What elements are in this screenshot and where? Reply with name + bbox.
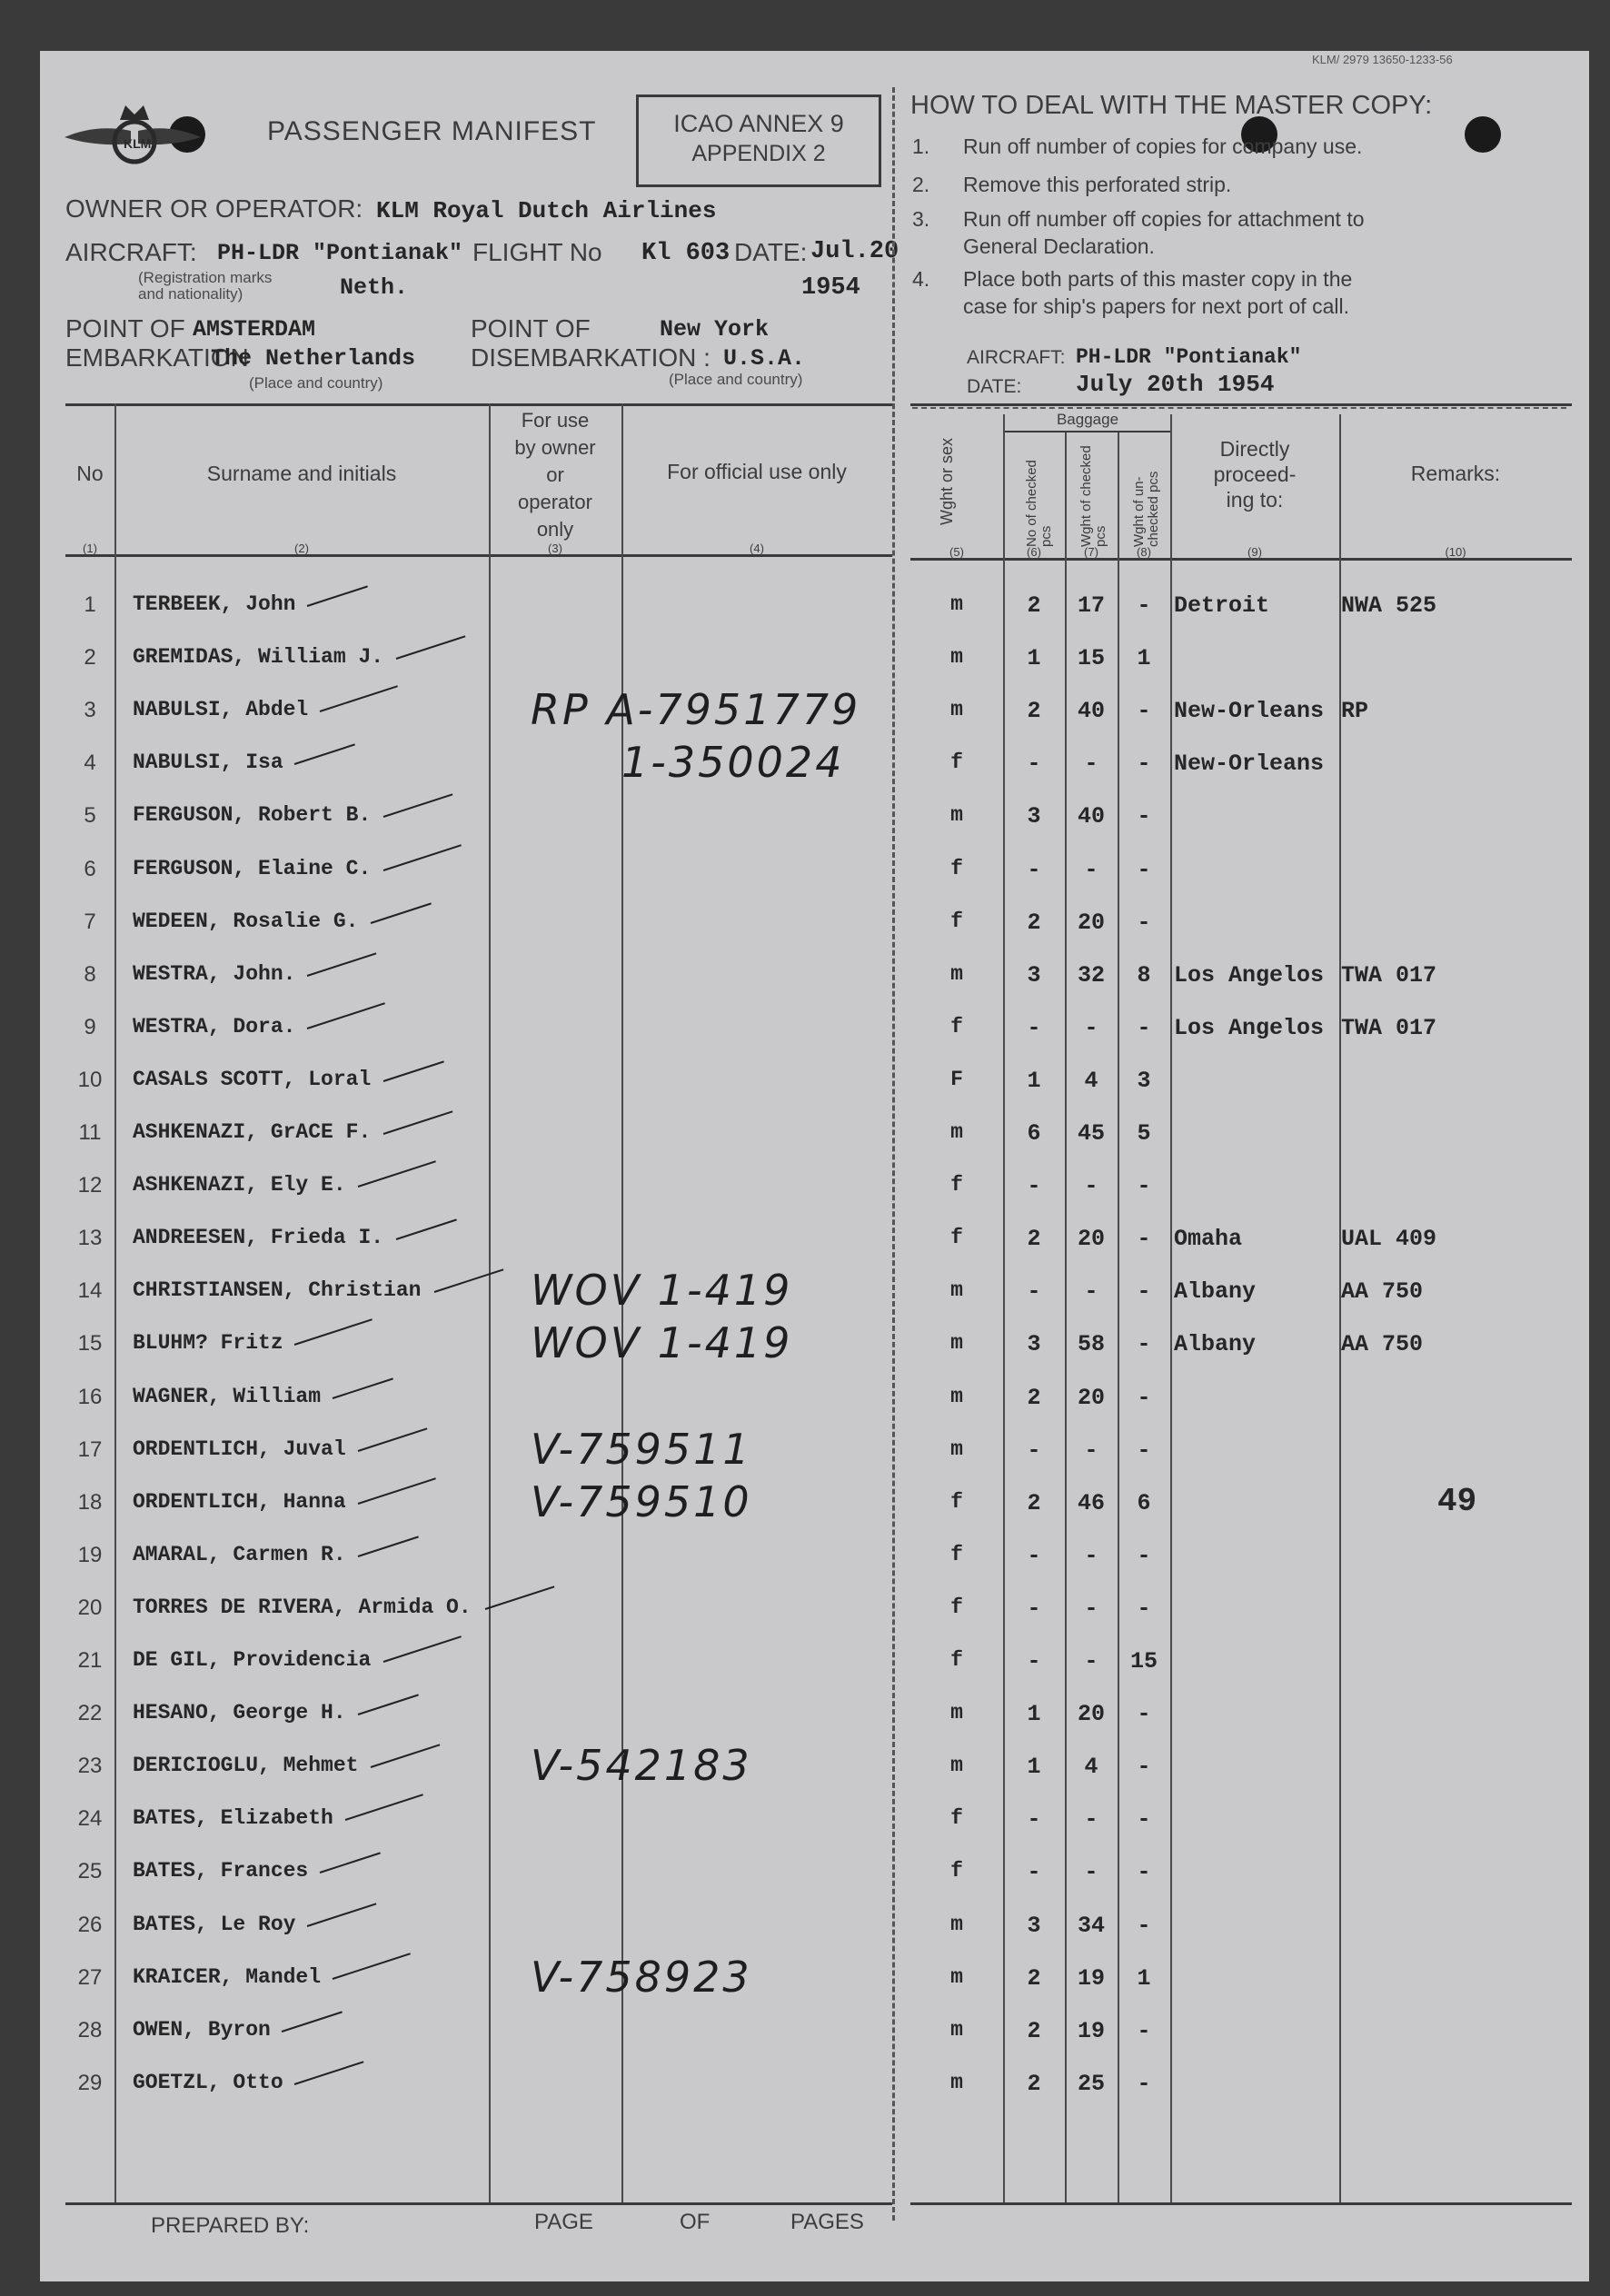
checked-pieces: - (1027, 1543, 1041, 1569)
passenger-name: FERGUSON, Robert B. (133, 803, 372, 827)
checked-weight: 4 (1084, 1068, 1098, 1094)
checked-pieces: - (1027, 1648, 1041, 1675)
col-owner-use-line: operator (518, 491, 592, 513)
destination: Albany (1174, 1278, 1257, 1305)
disembark-country: U.S.A. (723, 345, 806, 372)
passenger-sex: m (950, 2018, 963, 2042)
checked-pieces: 1 (1027, 1754, 1041, 1780)
checked-weight: 4 (1084, 1754, 1098, 1780)
page-label: PAGE (534, 2210, 593, 2234)
row-number: 5 (84, 803, 96, 828)
checked-weight: 17 (1077, 592, 1105, 619)
checked-weight: 20 (1077, 1226, 1105, 1252)
row-number: 27 (77, 1965, 103, 1990)
passenger-sex: m (950, 803, 963, 827)
passenger-sex: F (950, 1068, 963, 1091)
instruction-text: Remove this perforated strip. (963, 173, 1232, 196)
passenger-name: BATES, Le Roy (133, 1913, 296, 1936)
instruction-text: Run off number off copies for attachment to (963, 207, 1365, 231)
col-direct (1170, 436, 1339, 512)
handwritten-visa-number: V-542183 (531, 1741, 752, 1790)
row-number: 11 (78, 1120, 102, 1145)
destination: Los Angelos (1174, 962, 1325, 989)
checked-pieces: 2 (1027, 1385, 1041, 1411)
instruction-text: General Declaration. (963, 234, 1155, 258)
checked-pieces: 2 (1027, 2071, 1041, 2097)
destination: Omaha (1174, 1226, 1243, 1252)
passenger-sex: f (950, 1806, 963, 1830)
instruction-text: Run off number of copies for company use. (963, 134, 1363, 158)
handwritten-visa-number: 1-350024 (621, 738, 845, 787)
passenger-name: DE GIL, Providencia (133, 1648, 372, 1672)
unchecked-weight: - (1137, 803, 1151, 830)
remark: RP (1341, 698, 1369, 724)
aircraft-value: PH-LDR "Pontianak" (217, 240, 463, 266)
row-number: 17 (77, 1437, 103, 1462)
col-owner-use (489, 407, 621, 543)
manifest-title: PASSENGER MANIFEST (267, 116, 597, 146)
passenger-sex: f (950, 1226, 963, 1249)
passenger-name: WEDEEN, Rosalie G. (133, 909, 359, 933)
embark-city: AMSTERDAM (193, 316, 316, 343)
place-note: (Place and country) (669, 371, 803, 388)
passenger-name: WESTRA, Dora. (133, 1015, 296, 1039)
checked-weight: 25 (1077, 2071, 1105, 2097)
passenger-sex: m (950, 1278, 963, 1302)
unchecked-weight: - (1137, 857, 1151, 883)
checked-pieces: - (1027, 857, 1041, 883)
checked-weight: - (1084, 1543, 1098, 1569)
handwritten-visa-number: WOV 1-419 (531, 1266, 793, 1315)
pages-label: PAGES (790, 2210, 864, 2234)
aircraft-label: AIRCRAFT: (65, 238, 197, 266)
passenger-sex: m (950, 592, 963, 616)
remark: TWA 017 (1341, 962, 1437, 989)
row-number: 23 (77, 1754, 103, 1778)
punch-hole (1465, 116, 1501, 153)
unchecked-weight: - (1137, 1806, 1151, 1833)
of-label: OF (680, 2210, 711, 2234)
nationality-value: Neth. (340, 274, 409, 301)
col-num: (7) (1084, 545, 1098, 559)
checked-weight: 20 (1077, 909, 1105, 936)
destination: New-Orleans (1174, 750, 1325, 777)
row-number: 10 (77, 1068, 103, 1092)
row-number: 6 (84, 857, 96, 881)
destination: Detroit (1174, 592, 1270, 619)
checked-weight: 34 (1077, 1913, 1105, 1939)
checked-weight: 15 (1077, 645, 1105, 671)
col-owner-use-line: by owner (514, 436, 596, 459)
row-number: 15 (77, 1331, 103, 1356)
unchecked-weight: 5 (1137, 1120, 1151, 1147)
row-number: 7 (84, 909, 96, 934)
col-num: (1) (83, 542, 97, 555)
col-direct-line: ing to: (1226, 488, 1284, 512)
remark: NWA 525 (1341, 592, 1437, 619)
checked-weight: 19 (1077, 1965, 1105, 1992)
instructions-title: HOW TO DEAL WITH THE MASTER COPY: (910, 91, 1433, 120)
handwritten-visa-number: V-758923 (531, 1953, 752, 2002)
checked-weight: 20 (1077, 1385, 1105, 1411)
unchecked-weight: 6 (1137, 1490, 1151, 1516)
prepared-by: PREPARED BY: (151, 2213, 310, 2238)
icao-box (636, 94, 881, 187)
passenger-sex: m (950, 2071, 963, 2094)
checked-weight: 58 (1077, 1331, 1105, 1357)
passenger-sex: m (950, 1437, 963, 1461)
instruction-number: 4. (912, 267, 930, 291)
row-number: 1 (84, 592, 96, 617)
instruction-text: Place both parts of this master copy in the (963, 267, 1353, 291)
destination: Albany (1174, 1331, 1257, 1357)
checked-pieces: - (1027, 1173, 1041, 1199)
unchecked-weight: - (1137, 909, 1151, 936)
passenger-name: NABULSI, Abdel (133, 698, 309, 721)
unchecked-weight: - (1137, 1595, 1151, 1622)
checked-pieces: 3 (1027, 1913, 1041, 1939)
col-checked-no: No of checked pcs (1024, 460, 1054, 547)
perforation-line (892, 87, 895, 442)
passenger-name: CASALS SCOTT, Loral (133, 1068, 372, 1091)
row-number: 12 (77, 1173, 103, 1198)
col-owner-use-line: For use (521, 409, 590, 432)
passenger-name: BLUHM? Fritz (133, 1331, 283, 1355)
passenger-name: FERGUSON, Elaine C. (133, 857, 372, 880)
passenger-name: NABULSI, Isa (133, 750, 283, 774)
checked-pieces: 6 (1027, 1120, 1041, 1147)
unchecked-weight: - (1137, 1385, 1151, 1411)
remark: TWA 017 (1341, 1015, 1437, 1041)
registration-note: and nationality) (138, 285, 243, 303)
col-divider (489, 403, 491, 2202)
checked-weight: - (1084, 1278, 1098, 1305)
passenger-sex: m (950, 1965, 963, 1989)
checked-pieces: 2 (1027, 909, 1041, 936)
passenger-name: BATES, Frances (133, 1859, 309, 1883)
col-divider (114, 403, 116, 2202)
passenger-name: CHRISTIANSEN, Christian (133, 1278, 422, 1302)
instr-date-label: DATE: (967, 376, 1022, 397)
row-number: 2 (84, 645, 96, 670)
checked-weight: 19 (1077, 2018, 1105, 2044)
checked-pieces: 1 (1027, 1701, 1041, 1727)
unchecked-weight: - (1137, 1543, 1151, 1569)
checked-weight: - (1084, 857, 1098, 883)
checked-pieces: 2 (1027, 1965, 1041, 1992)
passenger-name: OWEN, Byron (133, 2018, 271, 2042)
year-value: 1954 (801, 274, 860, 302)
passenger-name: ASHKENAZI, Ely E. (133, 1173, 346, 1197)
checked-pieces: 3 (1027, 803, 1041, 830)
row-number: 16 (77, 1385, 103, 1409)
passenger-name: TERBEEK, John (133, 592, 296, 616)
handwritten-visa-number: WOV 1-419 (531, 1318, 793, 1367)
flight-value: Kl 603 (641, 240, 730, 267)
row-number: 20 (77, 1595, 103, 1620)
col-num: (8) (1137, 545, 1151, 559)
passenger-sex: f (950, 1173, 963, 1197)
remark: AA 750 (1341, 1278, 1424, 1305)
checked-pieces: 2 (1027, 698, 1041, 724)
passenger-sex: f (950, 909, 963, 933)
checked-pieces: - (1027, 1806, 1041, 1833)
unchecked-weight: - (1137, 2071, 1151, 2097)
unchecked-weight: - (1137, 1278, 1151, 1305)
passenger-sex: f (950, 1015, 963, 1039)
perforation-line (892, 403, 895, 2221)
passenger-sex: m (950, 962, 963, 986)
unchecked-weight: - (1137, 1437, 1151, 1464)
passenger-sex: m (950, 1754, 963, 1777)
unchecked-weight: 8 (1137, 962, 1151, 989)
row-number: 3 (84, 698, 96, 722)
checked-pieces: - (1027, 1015, 1041, 1041)
row-number: 29 (77, 2071, 103, 2095)
manifest-sheet (40, 51, 1589, 2281)
disembark-label: POINT OF (471, 314, 591, 343)
passenger-sex: m (950, 1701, 963, 1724)
unchecked-weight: - (1137, 1701, 1151, 1727)
col-surname: Surname and initials (206, 462, 397, 485)
disembark-label: DISEMBARKATION : (471, 343, 711, 372)
passenger-name: DERICIOGLU, Mehmet (133, 1754, 359, 1777)
date-label: DATE: (734, 238, 808, 266)
checked-weight: - (1084, 750, 1098, 777)
passenger-name: WESTRA, John. (133, 962, 296, 986)
passenger-name: AMARAL, Carmen R. (133, 1543, 346, 1566)
owner-label: OWNER OR OPERATOR: (65, 194, 363, 223)
col-num: (2) (294, 542, 309, 555)
checked-pieces: - (1027, 1278, 1041, 1305)
passenger-sex: f (950, 1648, 963, 1672)
passenger-sex: f (950, 1595, 963, 1619)
unchecked-weight: - (1137, 698, 1151, 724)
unchecked-weight: - (1137, 1913, 1151, 1939)
col-direct-line: Directly (1219, 437, 1290, 461)
instr-date-value: July 20th 1954 (1076, 371, 1275, 398)
instr-aircraft-label: AIRCRAFT: (967, 347, 1066, 368)
passenger-sex: f (950, 1543, 963, 1566)
checked-pieces: 2 (1027, 2018, 1041, 2044)
checked-pieces: 3 (1027, 1331, 1041, 1357)
checked-pieces: - (1027, 750, 1041, 777)
form-code: KLM/ 2979 13650-1233-56 (1312, 53, 1453, 66)
instruction-number: 3. (912, 207, 930, 231)
unchecked-weight: - (1137, 592, 1151, 619)
col-checked-wght: Wght of checked pcs (1078, 445, 1108, 547)
table-top-rule (65, 403, 892, 406)
unchecked-weight: - (1137, 1226, 1151, 1252)
passenger-sex: m (950, 1913, 963, 1936)
checked-weight: 32 (1077, 962, 1105, 989)
passenger-name: HESANO, George H. (133, 1701, 346, 1724)
instruction-number: 2. (912, 173, 930, 196)
handwritten-visa-number: V-759511 (531, 1425, 752, 1474)
instr-aircraft-value: PH-LDR "Pontianak" (1076, 345, 1302, 369)
passenger-name: ORDENTLICH, Juval (133, 1437, 346, 1461)
row-number: 9 (84, 1015, 96, 1039)
destination: New-Orleans (1174, 698, 1325, 724)
checked-weight: - (1084, 1015, 1098, 1041)
row-number: 21 (77, 1648, 103, 1673)
table-top-rule (910, 403, 1572, 406)
embark-label: EMBARKATION (65, 343, 249, 372)
passenger-sex: m (950, 645, 963, 669)
col-num: (10) (1445, 545, 1466, 559)
checked-pieces: - (1027, 1859, 1041, 1885)
passenger-sex: m (950, 1385, 963, 1408)
checked-weight: - (1084, 1437, 1098, 1464)
unchecked-weight: 3 (1137, 1068, 1151, 1094)
row-number: 26 (77, 1913, 103, 1937)
embark-label: POINT OF (65, 314, 185, 343)
checked-pieces: - (1027, 1437, 1041, 1464)
col-owner-use-line: only (536, 518, 574, 541)
baggage-rule (1005, 431, 1170, 432)
place-note: (Place and country) (249, 374, 383, 392)
row-number: 4 (84, 750, 96, 775)
handwritten-visa-number: RP A-7951779 (531, 685, 861, 734)
checked-weight: 40 (1077, 698, 1105, 724)
unchecked-weight: 15 (1129, 1648, 1158, 1675)
disembark-city: New York (660, 316, 770, 343)
col-num: (4) (750, 542, 764, 555)
check-mark-icon (485, 1585, 555, 1610)
col-num: (3) (548, 542, 562, 555)
passenger-name: ASHKENAZI, GrACE F. (133, 1120, 372, 1144)
date-value: Jul.20 (810, 238, 899, 265)
klm-crown-logo-icon (60, 96, 205, 178)
col-num: (5) (949, 545, 964, 559)
col-owner-use-line: or (546, 463, 564, 486)
unchecked-weight: - (1137, 1173, 1151, 1199)
col-remarks: Remarks: (1410, 462, 1501, 485)
passenger-name: ANDREESEN, Frieda I. (133, 1226, 384, 1249)
checked-pieces: 1 (1027, 1068, 1041, 1094)
col-divider (1339, 414, 1341, 2204)
destination: Los Angelos (1174, 1015, 1325, 1041)
remark: UAL 409 (1341, 1226, 1437, 1252)
checked-pieces: 1 (1027, 645, 1041, 671)
col-unchecked-wght: Wght of un-checked pcs (1131, 471, 1161, 547)
passenger-sex: m (950, 1331, 963, 1355)
col-no: No (76, 462, 104, 485)
passenger-sex: f (950, 1490, 963, 1514)
footer-rule (65, 2202, 892, 2205)
checked-weight: - (1084, 1595, 1098, 1622)
checked-pieces: 2 (1027, 1490, 1041, 1516)
col-divider (1170, 414, 1172, 2204)
checked-pieces: 3 (1027, 962, 1041, 989)
col-num: (9) (1247, 545, 1262, 559)
icao-appendix: APPENDIX 2 (691, 141, 826, 166)
unchecked-weight: 1 (1137, 1965, 1151, 1992)
checked-weight: 45 (1077, 1120, 1105, 1147)
row-number: 14 (77, 1278, 103, 1303)
icao-annex: ICAO ANNEX 9 (673, 110, 844, 137)
embark-country: The Netherlands (211, 345, 416, 372)
col-num: (6) (1027, 545, 1041, 559)
header-dashed-rule (912, 407, 1566, 409)
passenger-name: BATES, Elizabeth (133, 1806, 333, 1830)
passenger-name: ORDENTLICH, Hanna (133, 1490, 346, 1514)
col-baggage: Baggage (1056, 411, 1119, 428)
passenger-sex: f (950, 750, 963, 774)
unchecked-weight: - (1137, 1754, 1151, 1780)
remark: AA 750 (1341, 1331, 1424, 1357)
row-number: 19 (77, 1543, 103, 1567)
flight-label: FLIGHT No (472, 238, 602, 266)
checked-weight: - (1084, 1859, 1098, 1885)
row-number: 28 (77, 2018, 103, 2043)
row-number: 22 (77, 1701, 103, 1725)
row-number: 13 (77, 1226, 103, 1250)
passenger-sex: m (950, 698, 963, 721)
checked-weight: - (1084, 1806, 1098, 1833)
unchecked-weight: - (1137, 1859, 1151, 1885)
unchecked-weight: - (1137, 1015, 1151, 1041)
passenger-name: KRAICER, Mandel (133, 1965, 322, 1989)
col-official: For official use only (667, 460, 847, 483)
checked-weight: - (1084, 1173, 1098, 1199)
passenger-name: GREMIDAS, William J. (133, 645, 384, 669)
passenger-name: WAGNER, William (133, 1385, 322, 1408)
checked-weight: 46 (1077, 1490, 1105, 1516)
unchecked-weight: - (1137, 1331, 1151, 1357)
passenger-sex: m (950, 1120, 963, 1144)
col-sex: Wght or sex (938, 437, 956, 525)
footer-rule (910, 2202, 1572, 2205)
checked-weight: 20 (1077, 1701, 1105, 1727)
checked-pieces: - (1027, 1595, 1041, 1622)
unchecked-weight: - (1137, 750, 1151, 777)
registration-note: (Registration marks (138, 269, 273, 286)
passenger-name: GOETZL, Otto (133, 2071, 283, 2094)
remark: 49 (1437, 1483, 1477, 1520)
handwritten-visa-number: V-759510 (531, 1477, 752, 1526)
instruction-number: 1. (912, 134, 930, 158)
svg-text:KLM: KLM (124, 136, 152, 151)
checked-pieces: 2 (1027, 1226, 1041, 1252)
row-number: 24 (77, 1806, 103, 1831)
row-number: 8 (84, 962, 96, 987)
col-direct-line: proceed- (1213, 462, 1297, 486)
row-number: 25 (77, 1859, 103, 1884)
owner-value: KLM Royal Dutch Airlines (376, 197, 717, 224)
unchecked-weight: - (1137, 2018, 1151, 2044)
row-number: 18 (77, 1490, 103, 1515)
instruction-text: case for ship's papers for next port of call. (963, 294, 1349, 318)
passenger-sex: f (950, 1859, 963, 1883)
passenger-name: TORRES DE RIVERA, Armida O. (133, 1595, 472, 1619)
passenger-sex: f (950, 857, 963, 880)
unchecked-weight: 1 (1137, 645, 1151, 671)
checked-weight: - (1084, 1648, 1098, 1675)
checked-pieces: 2 (1027, 592, 1041, 619)
checked-weight: 40 (1077, 803, 1105, 830)
